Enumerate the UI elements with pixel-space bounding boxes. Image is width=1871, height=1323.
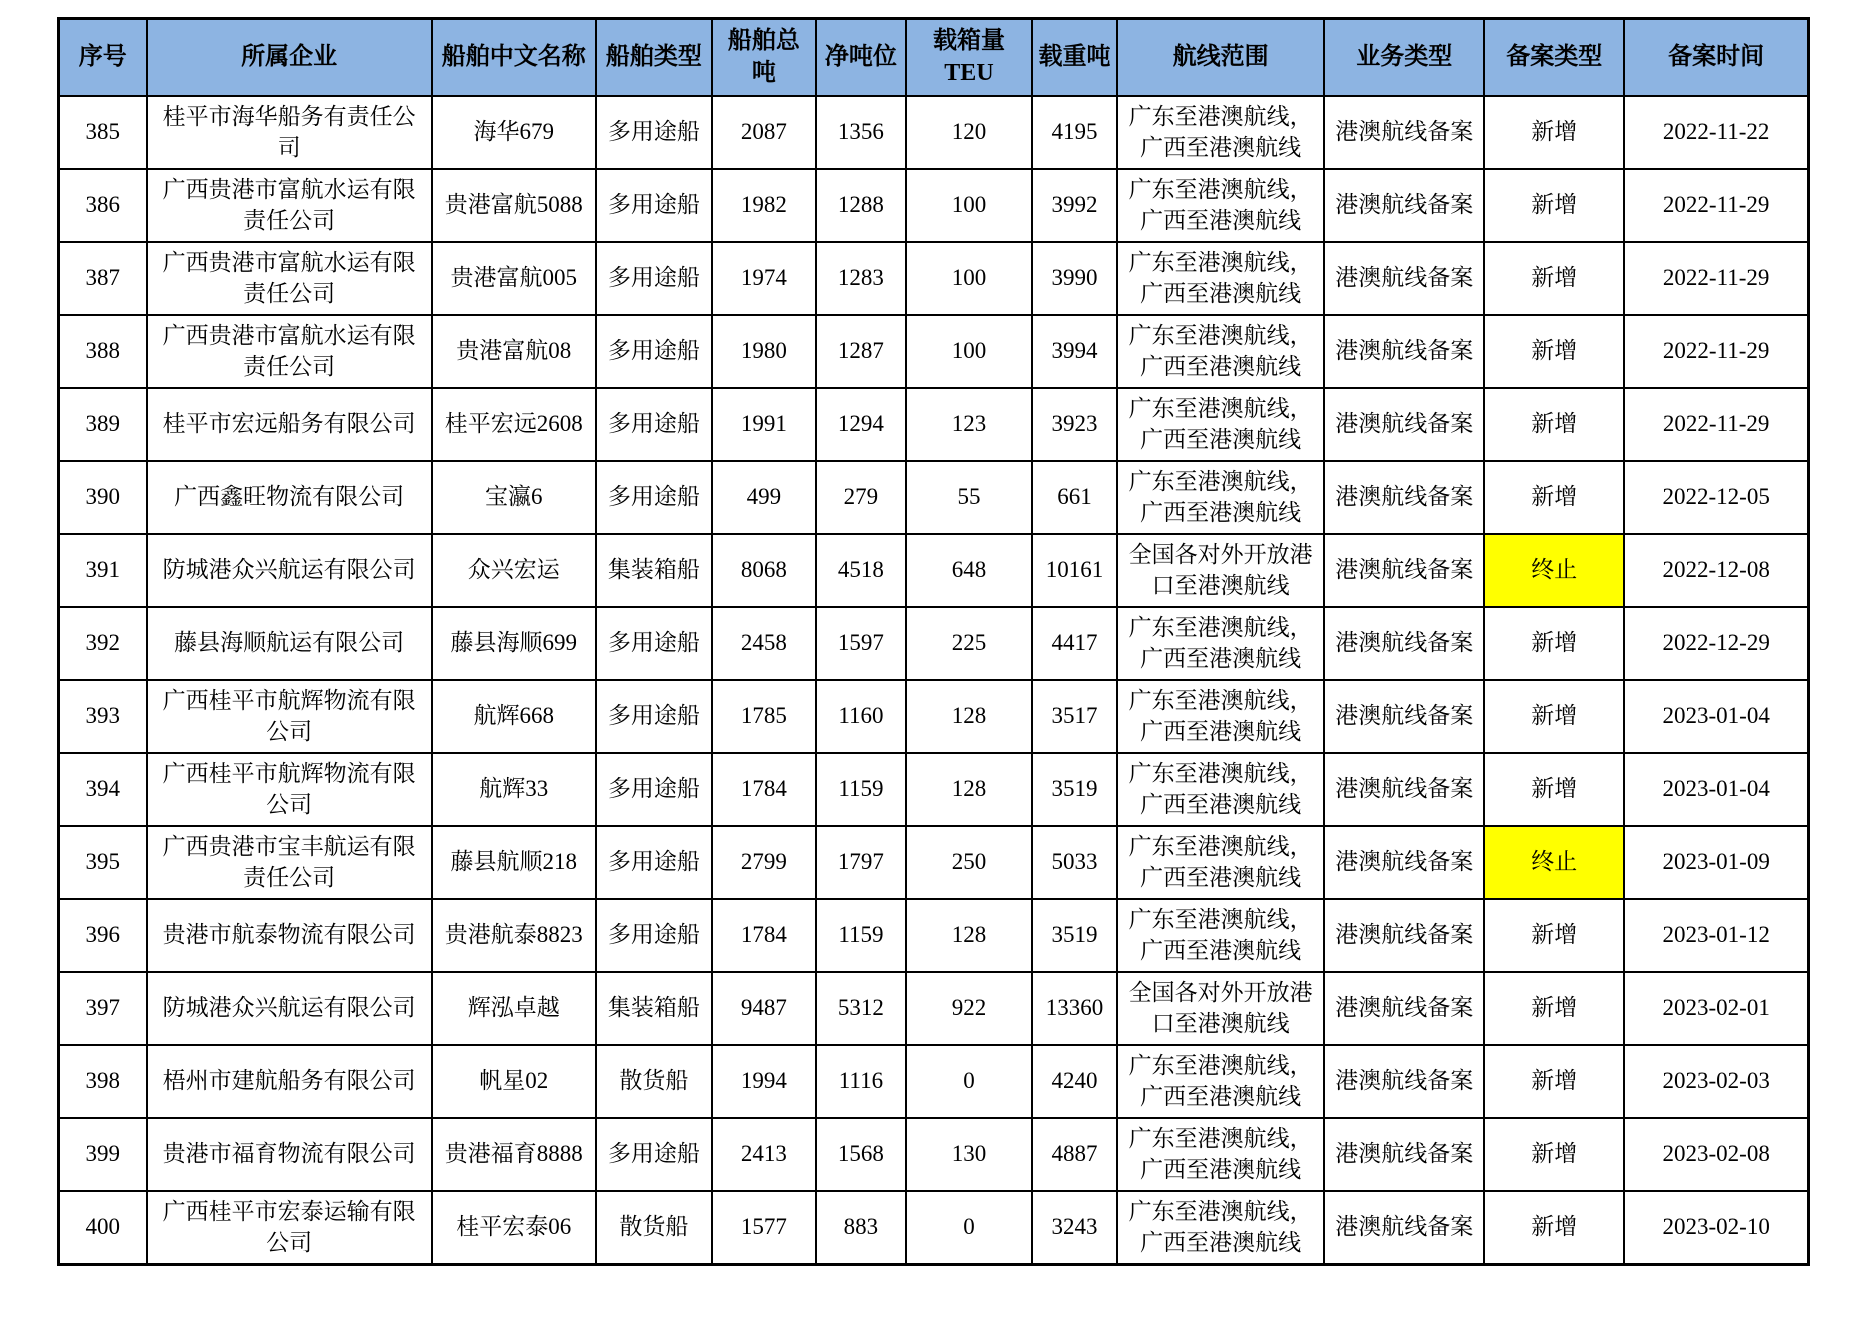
column-header-deadweight: 载重吨 [1032,19,1117,97]
cell-deadweight: 3923 [1032,388,1117,461]
cell-record_type: 新增 [1484,607,1624,680]
cell-net_tonnage: 1294 [816,388,906,461]
cell-index: 396 [59,899,147,972]
cell-ship_type: 多用途船 [596,680,712,753]
cell-record_type: 新增 [1484,1045,1624,1118]
cell-ship_name: 藤县航顺218 [432,826,596,899]
cell-ship_name: 桂平宏远2608 [432,388,596,461]
cell-teu: 250 [906,826,1032,899]
cell-company: 防城港众兴航运有限公司 [147,534,432,607]
cell-route: 广东至港澳航线，广西至港澳航线 [1117,315,1324,388]
cell-record_date: 2023-01-12 [1624,899,1808,972]
cell-business_type: 港澳航线备案 [1324,826,1484,899]
cell-business_type: 港澳航线备案 [1324,242,1484,315]
column-header-ship_type: 船舶类型 [596,19,712,97]
cell-route: 广东至港澳航线，广西至港澳航线 [1117,461,1324,534]
table-row [59,461,1809,534]
cell-business_type: 港澳航线备案 [1324,1191,1484,1265]
cell-teu: 120 [906,96,1032,169]
table-header-row [59,19,1809,97]
cell-record_date: 2023-02-10 [1624,1191,1808,1265]
cell-teu: 128 [906,753,1032,826]
cell-net_tonnage: 1159 [816,899,906,972]
cell-record_date: 2022-12-29 [1624,607,1808,680]
cell-ship_name: 宝瀛6 [432,461,596,534]
cell-record_date: 2022-12-05 [1624,461,1808,534]
table-row [59,826,1809,899]
cell-company: 桂平市海华船务有责任公司 [147,96,432,169]
cell-net_tonnage: 1159 [816,753,906,826]
cell-index: 393 [59,680,147,753]
cell-record_type: 新增 [1484,972,1624,1045]
cell-business_type: 港澳航线备案 [1324,534,1484,607]
column-header-net_tonnage: 净吨位 [816,19,906,97]
cell-index: 397 [59,972,147,1045]
cell-ship_name: 帆星02 [432,1045,596,1118]
column-header-index: 序号 [59,19,147,97]
cell-ship_type: 多用途船 [596,461,712,534]
cell-net_tonnage: 1116 [816,1045,906,1118]
cell-net_tonnage: 1797 [816,826,906,899]
cell-ship_name: 贵港福育8888 [432,1118,596,1191]
table-row [59,1118,1809,1191]
cell-net_tonnage: 883 [816,1191,906,1265]
cell-ship_name: 海华679 [432,96,596,169]
cell-index: 399 [59,1118,147,1191]
cell-ship_type: 多用途船 [596,169,712,242]
cell-deadweight: 4887 [1032,1118,1117,1191]
table-row [59,607,1809,680]
cell-gross_tonnage: 1974 [712,242,816,315]
cell-index: 400 [59,1191,147,1265]
cell-index: 392 [59,607,147,680]
cell-record_date: 2022-12-08 [1624,534,1808,607]
cell-record_date: 2023-02-03 [1624,1045,1808,1118]
column-header-record_date: 备案时间 [1624,19,1808,97]
table-row [59,534,1809,607]
cell-index: 385 [59,96,147,169]
cell-company: 广西桂平市宏泰运输有限公司 [147,1191,432,1265]
cell-ship_type: 多用途船 [596,826,712,899]
cell-net_tonnage: 1288 [816,169,906,242]
cell-business_type: 港澳航线备案 [1324,1118,1484,1191]
cell-record_date: 2022-11-29 [1624,242,1808,315]
cell-teu: 100 [906,315,1032,388]
cell-index: 388 [59,315,147,388]
cell-teu: 123 [906,388,1032,461]
cell-record_date: 2023-01-04 [1624,680,1808,753]
cell-gross_tonnage: 1994 [712,1045,816,1118]
cell-gross_tonnage: 1577 [712,1191,816,1265]
cell-route: 广东至港澳航线，广西至港澳航线 [1117,1045,1324,1118]
cell-business_type: 港澳航线备案 [1324,388,1484,461]
cell-business_type: 港澳航线备案 [1324,972,1484,1045]
table-row [59,315,1809,388]
cell-deadweight: 3992 [1032,169,1117,242]
cell-gross_tonnage: 499 [712,461,816,534]
cell-business_type: 港澳航线备案 [1324,607,1484,680]
cell-ship_name: 桂平宏泰06 [432,1191,596,1265]
cell-gross_tonnage: 2413 [712,1118,816,1191]
cell-record_type: 新增 [1484,388,1624,461]
cell-net_tonnage: 4518 [816,534,906,607]
cell-record_type: 新增 [1484,1191,1624,1265]
column-header-teu: 载箱量TEU [906,19,1032,97]
cell-business_type: 港澳航线备案 [1324,680,1484,753]
cell-index: 398 [59,1045,147,1118]
cell-company: 防城港众兴航运有限公司 [147,972,432,1045]
cell-net_tonnage: 5312 [816,972,906,1045]
cell-index: 389 [59,388,147,461]
cell-ship_name: 贵港航泰8823 [432,899,596,972]
cell-ship_type: 散货船 [596,1045,712,1118]
cell-ship_name: 辉泓卓越 [432,972,596,1045]
cell-record_type: 新增 [1484,315,1624,388]
cell-ship_type: 多用途船 [596,753,712,826]
cell-route: 广东至港澳航线，广西至港澳航线 [1117,1191,1324,1265]
cell-route: 广东至港澳航线，广西至港澳航线 [1117,753,1324,826]
cell-record_date: 2022-11-22 [1624,96,1808,169]
table-row [59,388,1809,461]
cell-net_tonnage: 279 [816,461,906,534]
cell-business_type: 港澳航线备案 [1324,169,1484,242]
cell-teu: 55 [906,461,1032,534]
table-row [59,169,1809,242]
column-header-gross_tonnage: 船舶总吨 [712,19,816,97]
cell-company: 广西贵港市富航水运有限责任公司 [147,315,432,388]
cell-record_type: 终止 [1484,534,1624,607]
cell-deadweight: 3519 [1032,899,1117,972]
cell-record_type: 新增 [1484,1118,1624,1191]
cell-route: 全国各对外开放港口至港澳航线 [1117,972,1324,1045]
cell-gross_tonnage: 1982 [712,169,816,242]
cell-deadweight: 4240 [1032,1045,1117,1118]
cell-gross_tonnage: 1980 [712,315,816,388]
cell-ship_name: 藤县海顺699 [432,607,596,680]
cell-ship_name: 众兴宏运 [432,534,596,607]
cell-deadweight: 4195 [1032,96,1117,169]
cell-ship_name: 贵港富航5088 [432,169,596,242]
cell-record_type: 新增 [1484,899,1624,972]
cell-deadweight: 13360 [1032,972,1117,1045]
cell-index: 387 [59,242,147,315]
cell-gross_tonnage: 1991 [712,388,816,461]
cell-gross_tonnage: 8068 [712,534,816,607]
cell-company: 广西贵港市宝丰航运有限责任公司 [147,826,432,899]
cell-business_type: 港澳航线备案 [1324,96,1484,169]
cell-ship_name: 贵港富航08 [432,315,596,388]
cell-net_tonnage: 1356 [816,96,906,169]
cell-ship_type: 集装箱船 [596,972,712,1045]
cell-ship_name: 贵港富航005 [432,242,596,315]
cell-record_date: 2022-11-29 [1624,169,1808,242]
cell-record_date: 2023-01-09 [1624,826,1808,899]
cell-ship_type: 集装箱船 [596,534,712,607]
table-row [59,753,1809,826]
cell-business_type: 港澳航线备案 [1324,899,1484,972]
cell-ship_name: 航辉33 [432,753,596,826]
table-row [59,1045,1809,1118]
cell-record_date: 2023-02-01 [1624,972,1808,1045]
cell-deadweight: 4417 [1032,607,1117,680]
cell-route: 广东至港澳航线，广西至港澳航线 [1117,680,1324,753]
cell-route: 广东至港澳航线，广西至港澳航线 [1117,96,1324,169]
cell-deadweight: 3517 [1032,680,1117,753]
cell-index: 395 [59,826,147,899]
cell-record_type: 新增 [1484,461,1624,534]
cell-ship_type: 多用途船 [596,315,712,388]
cell-ship_type: 多用途船 [596,242,712,315]
cell-company: 广西贵港市富航水运有限责任公司 [147,169,432,242]
cell-company: 广西桂平市航辉物流有限公司 [147,753,432,826]
table-row [59,680,1809,753]
cell-teu: 100 [906,242,1032,315]
cell-record_type: 新增 [1484,680,1624,753]
cell-business_type: 港澳航线备案 [1324,461,1484,534]
column-header-record_type: 备案类型 [1484,19,1624,97]
cell-deadweight: 3243 [1032,1191,1117,1265]
cell-record_date: 2023-02-08 [1624,1118,1808,1191]
cell-net_tonnage: 1287 [816,315,906,388]
cell-route: 广东至港澳航线，广西至港澳航线 [1117,607,1324,680]
cell-gross_tonnage: 2087 [712,96,816,169]
cell-record_type: 新增 [1484,96,1624,169]
ship-filing-table [57,17,1810,1266]
cell-index: 391 [59,534,147,607]
cell-ship_type: 多用途船 [596,96,712,169]
table-row [59,1191,1809,1265]
cell-ship_name: 航辉668 [432,680,596,753]
cell-teu: 0 [906,1191,1032,1265]
cell-company: 桂平市宏远船务有限公司 [147,388,432,461]
cell-route: 广东至港澳航线，广西至港澳航线 [1117,899,1324,972]
cell-business_type: 港澳航线备案 [1324,1045,1484,1118]
cell-route: 全国各对外开放港口至港澳航线 [1117,534,1324,607]
cell-gross_tonnage: 2799 [712,826,816,899]
cell-index: 390 [59,461,147,534]
cell-record_date: 2023-01-04 [1624,753,1808,826]
cell-net_tonnage: 1160 [816,680,906,753]
cell-company: 梧州市建航船务有限公司 [147,1045,432,1118]
cell-company: 贵港市航泰物流有限公司 [147,899,432,972]
cell-company: 广西鑫旺物流有限公司 [147,461,432,534]
column-header-ship_name: 船舶中文名称 [432,19,596,97]
cell-net_tonnage: 1568 [816,1118,906,1191]
cell-deadweight: 3519 [1032,753,1117,826]
cell-index: 394 [59,753,147,826]
cell-net_tonnage: 1283 [816,242,906,315]
cell-record_type: 新增 [1484,753,1624,826]
cell-route: 广东至港澳航线，广西至港澳航线 [1117,169,1324,242]
cell-deadweight: 10161 [1032,534,1117,607]
cell-route: 广东至港澳航线，广西至港澳航线 [1117,388,1324,461]
cell-deadweight: 3990 [1032,242,1117,315]
column-header-company: 所属企业 [147,19,432,97]
cell-record_type: 新增 [1484,242,1624,315]
cell-teu: 225 [906,607,1032,680]
cell-teu: 0 [906,1045,1032,1118]
cell-ship_type: 多用途船 [596,388,712,461]
cell-business_type: 港澳航线备案 [1324,315,1484,388]
cell-company: 广西桂平市航辉物流有限公司 [147,680,432,753]
table-row [59,899,1809,972]
cell-gross_tonnage: 1784 [712,753,816,826]
table-row [59,96,1809,169]
cell-ship_type: 多用途船 [596,607,712,680]
cell-ship_type: 多用途船 [596,1118,712,1191]
cell-teu: 922 [906,972,1032,1045]
cell-route: 广东至港澳航线，广西至港澳航线 [1117,1118,1324,1191]
table-row [59,972,1809,1045]
cell-record_date: 2022-11-29 [1624,315,1808,388]
cell-index: 386 [59,169,147,242]
cell-teu: 100 [906,169,1032,242]
cell-gross_tonnage: 1784 [712,899,816,972]
column-header-business_type: 业务类型 [1324,19,1484,97]
cell-teu: 130 [906,1118,1032,1191]
cell-teu: 648 [906,534,1032,607]
cell-route: 广东至港澳航线，广西至港澳航线 [1117,826,1324,899]
cell-deadweight: 661 [1032,461,1117,534]
cell-deadweight: 3994 [1032,315,1117,388]
cell-gross_tonnage: 1785 [712,680,816,753]
column-header-route: 航线范围 [1117,19,1324,97]
cell-teu: 128 [906,680,1032,753]
cell-company: 贵港市福育物流有限公司 [147,1118,432,1191]
cell-business_type: 港澳航线备案 [1324,753,1484,826]
cell-record_type: 终止 [1484,826,1624,899]
cell-record_date: 2022-11-29 [1624,388,1808,461]
cell-ship_type: 多用途船 [596,899,712,972]
cell-gross_tonnage: 2458 [712,607,816,680]
cell-gross_tonnage: 9487 [712,972,816,1045]
table-row [59,242,1809,315]
cell-record_type: 新增 [1484,169,1624,242]
cell-company: 广西贵港市富航水运有限责任公司 [147,242,432,315]
cell-route: 广东至港澳航线，广西至港澳航线 [1117,242,1324,315]
cell-deadweight: 5033 [1032,826,1117,899]
cell-ship_type: 散货船 [596,1191,712,1265]
cell-teu: 128 [906,899,1032,972]
cell-company: 藤县海顺航运有限公司 [147,607,432,680]
cell-net_tonnage: 1597 [816,607,906,680]
